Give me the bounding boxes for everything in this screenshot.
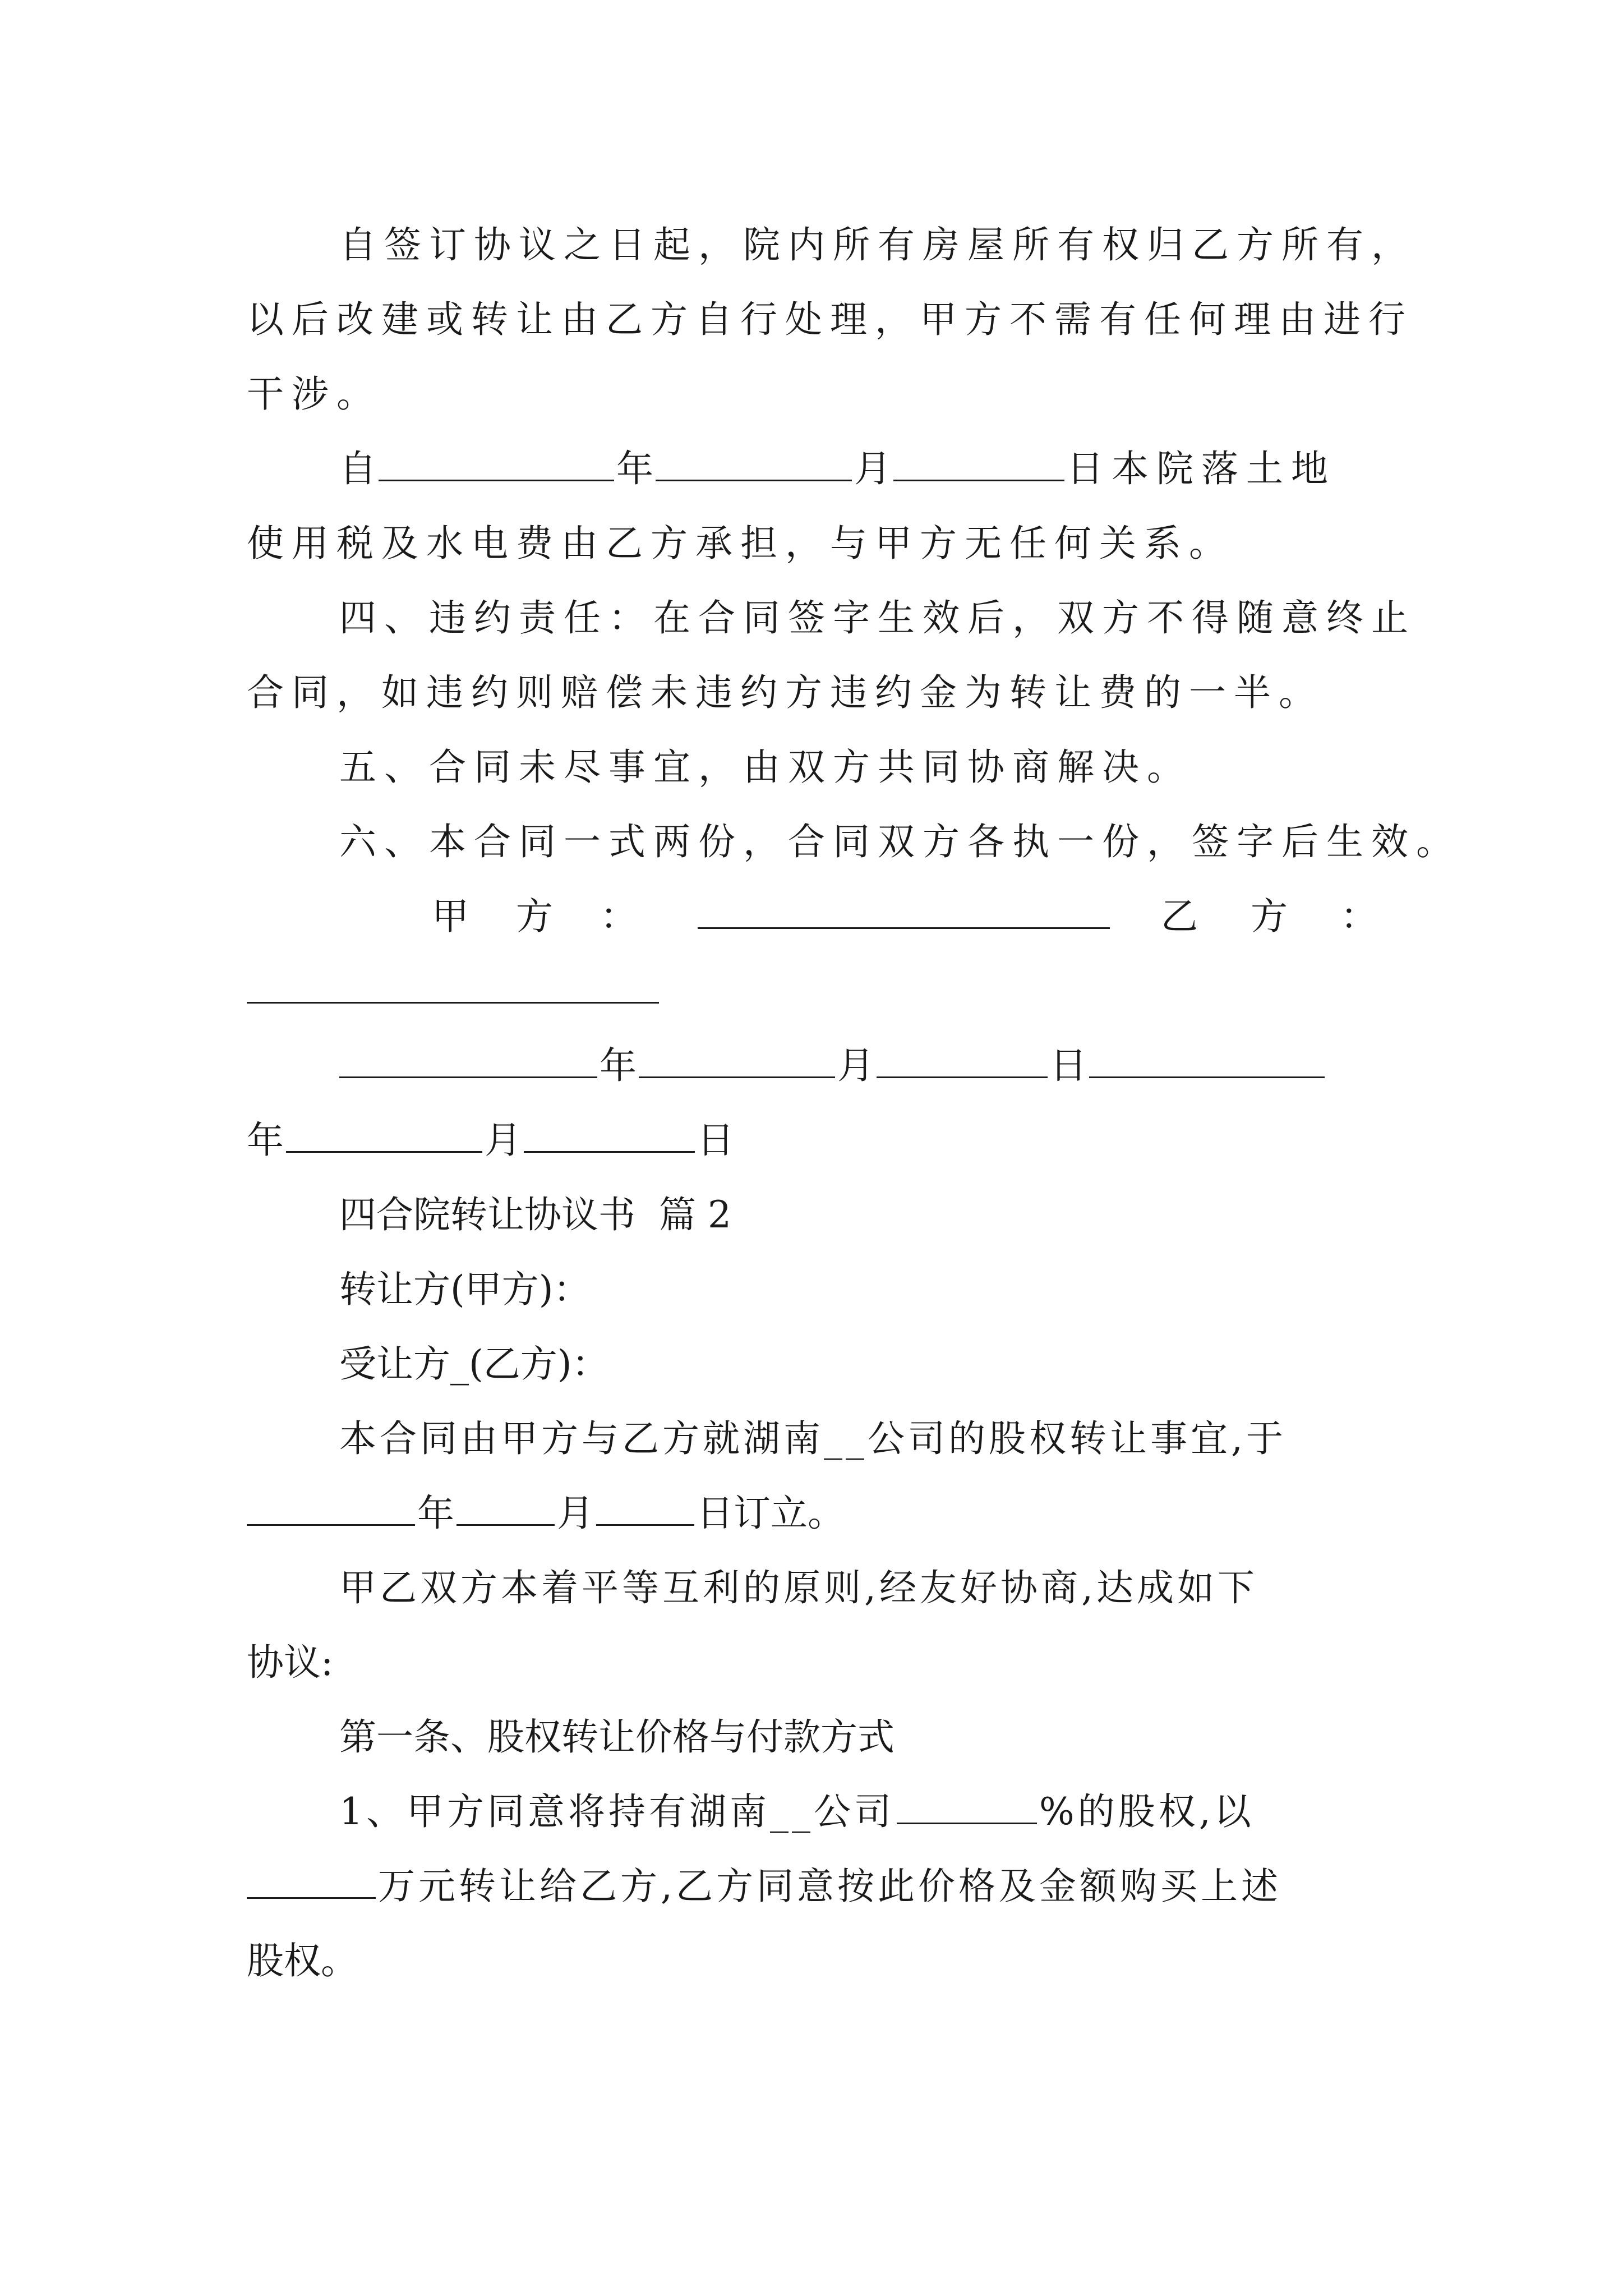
- paragraph-line: 自签订协议之日起，院内所有房屋所有权归乙方所有，: [339, 223, 1416, 266]
- paragraph-line: 以后改建或转让由乙方自行处理，甲方不需有任何理由进行: [247, 298, 1413, 341]
- month-label: 月: [485, 1119, 522, 1162]
- blank-underline: [877, 1073, 1048, 1078]
- paragraph-line: 使用税及水电费由乙方承担，与甲方无任何关系。: [247, 522, 1234, 565]
- blank-underline: [897, 1819, 1037, 1824]
- article-heading: 第一条、股权转让价格与付款方式: [339, 1715, 895, 1759]
- blank-underline: [524, 1148, 695, 1153]
- date-suffix-text: 日本院落土地: [1067, 447, 1336, 490]
- day-label: 日: [1050, 1044, 1087, 1087]
- day-label: 日: [697, 1119, 734, 1162]
- transferor-line: 转让方(甲方)：: [339, 1268, 591, 1311]
- year-label: 年: [417, 1492, 454, 1535]
- item-text: 万元转让给乙方,乙方同意按此价格及金额购买上述: [378, 1865, 1281, 1908]
- clause-5-line: 五、合同未尽事宜，由双方共同协商解决。: [339, 746, 1192, 789]
- party-a-date-line: [339, 1044, 1327, 1087]
- party-b-signature-blank: [247, 973, 659, 1010]
- year-label: 年: [616, 447, 653, 490]
- blank-underline: [457, 1521, 555, 1526]
- blank-underline: [893, 476, 1064, 481]
- item-text: 1、甲方同意将持有湖南__公司: [339, 1790, 895, 1833]
- blank-underline: [596, 1521, 694, 1526]
- blank-underline: [656, 476, 852, 481]
- item-text: %的股权,以: [1039, 1790, 1255, 1833]
- clause-6-line: 六、本合同一式两份，合同双方各执一份，签字后生效。: [339, 820, 1461, 863]
- party-a-label-2: 方: [516, 895, 553, 938]
- paragraph-line: 甲乙双方本着平等互利的原则,经友好协商,达成如下: [339, 1566, 1258, 1609]
- blank-underline: [639, 1073, 835, 1078]
- paragraph-line: 本合同由甲方与乙方就湖南__公司的股权转让事宜,于: [339, 1417, 1287, 1460]
- blank-underline: [286, 1148, 482, 1153]
- article-item-line: [339, 1790, 1255, 1833]
- date-line: [339, 447, 1336, 490]
- day-text: 日订立。: [697, 1492, 845, 1535]
- transferee-line: 受让方_(乙方)：: [339, 1342, 609, 1386]
- year-label: 年: [247, 1119, 284, 1162]
- section-heading: 四合院转让协议书 篇 2: [339, 1193, 731, 1236]
- paragraph-line: 股权。: [247, 1939, 358, 1982]
- blank-underline: [247, 1894, 376, 1899]
- blank-underline: [339, 1073, 597, 1078]
- month-label: 月: [837, 1044, 874, 1087]
- clause-4-line: 四、违约责任：在合同签字生效后，双方不得随意终止: [339, 596, 1416, 639]
- paragraph-line: 合同，如违约则赔偿未违约方违约金为转让费的一半。: [247, 671, 1324, 714]
- date-prefix: 自: [339, 447, 376, 490]
- article-item-line: [247, 1865, 1281, 1908]
- month-label: 月: [557, 1492, 594, 1535]
- party-a-signature-blank: [695, 898, 1112, 935]
- signing-date-line: [247, 1492, 845, 1535]
- year-label: 年: [600, 1044, 637, 1087]
- blank-underline: [379, 476, 614, 481]
- blank-underline: [1089, 1073, 1325, 1078]
- party-b-colon: ：: [1340, 895, 1377, 938]
- month-label: 月: [854, 447, 891, 490]
- blank-underline: [247, 1521, 415, 1526]
- party-b-label-2: 方: [1251, 895, 1288, 938]
- party-b-date-line: [247, 1119, 734, 1162]
- paragraph-line: 干涉。: [247, 372, 381, 416]
- party-b-label-1: 乙: [1161, 895, 1198, 938]
- party-a-label-1: 甲: [432, 895, 469, 938]
- paragraph-line: 协议:: [247, 1641, 334, 1684]
- party-a-colon: ：: [600, 895, 637, 938]
